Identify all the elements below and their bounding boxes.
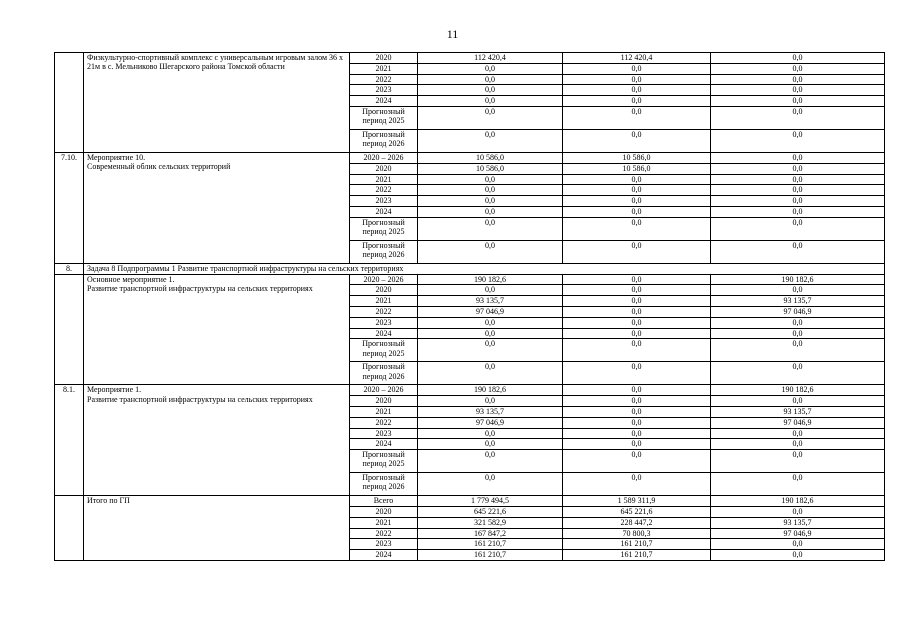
value-cell-1: 0,0 bbox=[418, 439, 563, 450]
value-cell-2: 0,0 bbox=[563, 417, 711, 428]
period-cell: Прогнозный период 2026 bbox=[350, 362, 418, 385]
row-number bbox=[55, 496, 84, 561]
value-cell-1: 0,0 bbox=[418, 362, 563, 385]
period-cell: 2023 bbox=[350, 428, 418, 439]
value-cell-1: 0,0 bbox=[418, 74, 563, 85]
value-cell-2: 0,0 bbox=[563, 339, 711, 362]
value-cell-1: 0,0 bbox=[418, 328, 563, 339]
value-cell-3: 93 135,7 bbox=[711, 517, 885, 528]
period-cell: 2020 bbox=[350, 53, 418, 64]
value-cell-3: 0,0 bbox=[711, 396, 885, 407]
period-cell: 2023 bbox=[350, 85, 418, 96]
period-cell: 2021 bbox=[350, 174, 418, 185]
value-cell-1: 0,0 bbox=[418, 185, 563, 196]
value-cell-2: 0,0 bbox=[563, 450, 711, 473]
value-cell-3: 0,0 bbox=[711, 240, 885, 263]
row-description: Физкультурно-спортивный комплекс с универсальным игровым залом 36 х 21м в с. Мельниково Шегарского района Томской области bbox=[84, 53, 350, 153]
value-cell-3: 0,0 bbox=[711, 106, 885, 129]
period-cell: 2020 bbox=[350, 163, 418, 174]
value-cell-3: 190 182,6 bbox=[711, 274, 885, 285]
value-cell-2: 70 800,3 bbox=[563, 528, 711, 539]
value-cell-2: 0,0 bbox=[563, 328, 711, 339]
value-cell-3: 0,0 bbox=[711, 506, 885, 517]
value-cell-2: 10 586,0 bbox=[563, 152, 711, 163]
value-cell-2: 10 586,0 bbox=[563, 163, 711, 174]
value-cell-3: 97 046,9 bbox=[711, 528, 885, 539]
value-cell-1: 10 586,0 bbox=[418, 152, 563, 163]
value-cell-3: 0,0 bbox=[711, 63, 885, 74]
value-cell-1: 190 182,6 bbox=[418, 274, 563, 285]
value-cell-3: 190 182,6 bbox=[711, 496, 885, 507]
value-cell-2: 0,0 bbox=[563, 206, 711, 217]
value-cell-3: 0,0 bbox=[711, 550, 885, 561]
table-body bbox=[55, 53, 885, 561]
period-cell: 2020 bbox=[350, 285, 418, 296]
value-cell-3: 0,0 bbox=[711, 85, 885, 96]
value-cell-1: 0,0 bbox=[418, 196, 563, 207]
value-cell-2: 0,0 bbox=[563, 285, 711, 296]
value-cell-2: 0,0 bbox=[563, 240, 711, 263]
value-cell-2: 0,0 bbox=[563, 385, 711, 396]
value-cell-1: 0,0 bbox=[418, 473, 563, 496]
period-cell: 2024 bbox=[350, 206, 418, 217]
row-description: Основное мероприятие 1. Развитие транспортной инфраструктуры на сельских территориях bbox=[84, 274, 350, 385]
value-cell-1: 0,0 bbox=[418, 450, 563, 473]
value-cell-3: 0,0 bbox=[711, 152, 885, 163]
table-row bbox=[55, 152, 885, 163]
period-cell: 2023 bbox=[350, 196, 418, 207]
value-cell-3: 0,0 bbox=[711, 185, 885, 196]
value-cell-1: 97 046,9 bbox=[418, 306, 563, 317]
value-cell-2: 161 210,7 bbox=[563, 539, 711, 550]
value-cell-2: 161 210,7 bbox=[563, 550, 711, 561]
period-cell: 2024 bbox=[350, 328, 418, 339]
value-cell-2: 0,0 bbox=[563, 185, 711, 196]
value-cell-3: 0,0 bbox=[711, 473, 885, 496]
value-cell-3: 0,0 bbox=[711, 317, 885, 328]
value-cell-3: 0,0 bbox=[711, 96, 885, 107]
value-cell-2: 0,0 bbox=[563, 317, 711, 328]
row-number bbox=[55, 53, 84, 153]
value-cell-2: 0,0 bbox=[563, 396, 711, 407]
period-cell: 2020 – 2026 bbox=[350, 152, 418, 163]
value-cell-1: 645 221,6 bbox=[418, 506, 563, 517]
value-cell-3: 0,0 bbox=[711, 174, 885, 185]
value-cell-3: 0,0 bbox=[711, 450, 885, 473]
period-cell: 2022 bbox=[350, 306, 418, 317]
value-cell-2: 112 420,4 bbox=[563, 53, 711, 64]
period-cell: Прогнозный период 2025 bbox=[350, 339, 418, 362]
value-cell-3: 0,0 bbox=[711, 439, 885, 450]
value-cell-1: 93 135,7 bbox=[418, 296, 563, 307]
row-number bbox=[55, 274, 84, 385]
value-cell-3: 0,0 bbox=[711, 129, 885, 152]
value-cell-1: 0,0 bbox=[418, 317, 563, 328]
value-cell-3: 97 046,9 bbox=[711, 417, 885, 428]
period-cell: Прогнозный период 2026 bbox=[350, 129, 418, 152]
page-number: 11 bbox=[446, 27, 459, 41]
period-cell: Прогнозный период 2025 bbox=[350, 106, 418, 129]
period-cell: 2024 bbox=[350, 439, 418, 450]
table-row bbox=[55, 385, 885, 396]
value-cell-3: 0,0 bbox=[711, 539, 885, 550]
value-cell-2: 0,0 bbox=[563, 296, 711, 307]
value-cell-2: 0,0 bbox=[563, 74, 711, 85]
period-cell: Всего bbox=[350, 496, 418, 507]
period-cell: 2020 bbox=[350, 396, 418, 407]
row-number: 7.10. bbox=[55, 152, 84, 263]
value-cell-1: 0,0 bbox=[418, 217, 563, 240]
value-cell-1: 0,0 bbox=[418, 240, 563, 263]
value-cell-3: 0,0 bbox=[711, 217, 885, 240]
value-cell-3: 97 046,9 bbox=[711, 306, 885, 317]
period-cell: 2021 bbox=[350, 406, 418, 417]
value-cell-2: 0,0 bbox=[563, 428, 711, 439]
row-description: Мероприятие 1. Развитие транспортной инфраструктуры на сельских территориях bbox=[84, 385, 350, 496]
period-cell: 2021 bbox=[350, 63, 418, 74]
value-cell-3: 0,0 bbox=[711, 53, 885, 64]
table-row bbox=[55, 53, 885, 64]
period-cell: 2021 bbox=[350, 296, 418, 307]
period-cell: 2021 bbox=[350, 517, 418, 528]
value-cell-2: 0,0 bbox=[563, 96, 711, 107]
row-description: Мероприятие 10. Современный облик сельских территорий bbox=[84, 152, 350, 263]
value-cell-1: 190 182,6 bbox=[418, 385, 563, 396]
value-cell-2: 0,0 bbox=[563, 85, 711, 96]
task-heading: Задача 8 Подпрограммы 1 Развитие транспортной инфраструктуры на сельских территориях bbox=[84, 263, 885, 274]
table-row bbox=[55, 496, 885, 507]
value-cell-1: 112 420,4 bbox=[418, 53, 563, 64]
value-cell-1: 161 210,7 bbox=[418, 550, 563, 561]
value-cell-2: 0,0 bbox=[563, 473, 711, 496]
value-cell-1: 0,0 bbox=[418, 285, 563, 296]
row-number: 8.1. bbox=[55, 385, 84, 496]
value-cell-1: 0,0 bbox=[418, 339, 563, 362]
value-cell-1: 0,0 bbox=[418, 206, 563, 217]
value-cell-2: 0,0 bbox=[563, 63, 711, 74]
period-cell: 2022 bbox=[350, 74, 418, 85]
value-cell-1: 93 135,7 bbox=[418, 406, 563, 417]
value-cell-1: 161 210,7 bbox=[418, 539, 563, 550]
value-cell-1: 0,0 bbox=[418, 85, 563, 96]
value-cell-2: 0,0 bbox=[563, 196, 711, 207]
value-cell-1: 0,0 bbox=[418, 63, 563, 74]
value-cell-1: 167 847,2 bbox=[418, 528, 563, 539]
value-cell-3: 190 182,6 bbox=[711, 385, 885, 396]
value-cell-3: 0,0 bbox=[711, 206, 885, 217]
value-cell-1: 321 582,9 bbox=[418, 517, 563, 528]
value-cell-1: 10 586,0 bbox=[418, 163, 563, 174]
row-description: Итого по ГП bbox=[84, 496, 350, 561]
period-cell: Прогнозный период 2026 bbox=[350, 473, 418, 496]
value-cell-2: 0,0 bbox=[563, 406, 711, 417]
value-cell-3: 0,0 bbox=[711, 362, 885, 385]
period-cell: 2024 bbox=[350, 550, 418, 561]
period-cell: 2022 bbox=[350, 528, 418, 539]
value-cell-2: 228 447,2 bbox=[563, 517, 711, 528]
section-header-row bbox=[55, 263, 885, 274]
period-cell: Прогнозный период 2026 bbox=[350, 240, 418, 263]
value-cell-1: 0,0 bbox=[418, 129, 563, 152]
row-number: 8. bbox=[55, 263, 84, 274]
value-cell-2: 0,0 bbox=[563, 129, 711, 152]
value-cell-2: 645 221,6 bbox=[563, 506, 711, 517]
period-cell: Прогнозный период 2025 bbox=[350, 217, 418, 240]
value-cell-3: 0,0 bbox=[711, 339, 885, 362]
period-cell: 2023 bbox=[350, 539, 418, 550]
period-cell: 2020 bbox=[350, 506, 418, 517]
value-cell-1: 0,0 bbox=[418, 106, 563, 129]
table-row bbox=[55, 274, 885, 285]
value-cell-2: 0,0 bbox=[563, 106, 711, 129]
value-cell-3: 0,0 bbox=[711, 163, 885, 174]
value-cell-2: 0,0 bbox=[563, 306, 711, 317]
value-cell-2: 0,0 bbox=[563, 174, 711, 185]
period-cell: 2020 – 2026 bbox=[350, 274, 418, 285]
value-cell-3: 0,0 bbox=[711, 328, 885, 339]
value-cell-3: 93 135,7 bbox=[711, 406, 885, 417]
value-cell-3: 0,0 bbox=[711, 428, 885, 439]
value-cell-1: 0,0 bbox=[418, 396, 563, 407]
value-cell-2: 0,0 bbox=[563, 362, 711, 385]
value-cell-1: 97 046,9 bbox=[418, 417, 563, 428]
budget-table bbox=[54, 52, 885, 561]
period-cell: 2020 – 2026 bbox=[350, 385, 418, 396]
period-cell: 2023 bbox=[350, 317, 418, 328]
value-cell-1: 1 779 494,5 bbox=[418, 496, 563, 507]
value-cell-3: 0,0 bbox=[711, 74, 885, 85]
period-cell: 2022 bbox=[350, 417, 418, 428]
value-cell-3: 0,0 bbox=[711, 285, 885, 296]
value-cell-3: 0,0 bbox=[711, 196, 885, 207]
period-cell: 2024 bbox=[350, 96, 418, 107]
value-cell-2: 0,0 bbox=[563, 274, 711, 285]
value-cell-2: 1 589 311,9 bbox=[563, 496, 711, 507]
period-cell: Прогнозный период 2025 bbox=[350, 450, 418, 473]
value-cell-2: 0,0 bbox=[563, 217, 711, 240]
period-cell: 2022 bbox=[350, 185, 418, 196]
value-cell-1: 0,0 bbox=[418, 428, 563, 439]
value-cell-2: 0,0 bbox=[563, 439, 711, 450]
value-cell-3: 93 135,7 bbox=[711, 296, 885, 307]
value-cell-1: 0,0 bbox=[418, 174, 563, 185]
value-cell-1: 0,0 bbox=[418, 96, 563, 107]
